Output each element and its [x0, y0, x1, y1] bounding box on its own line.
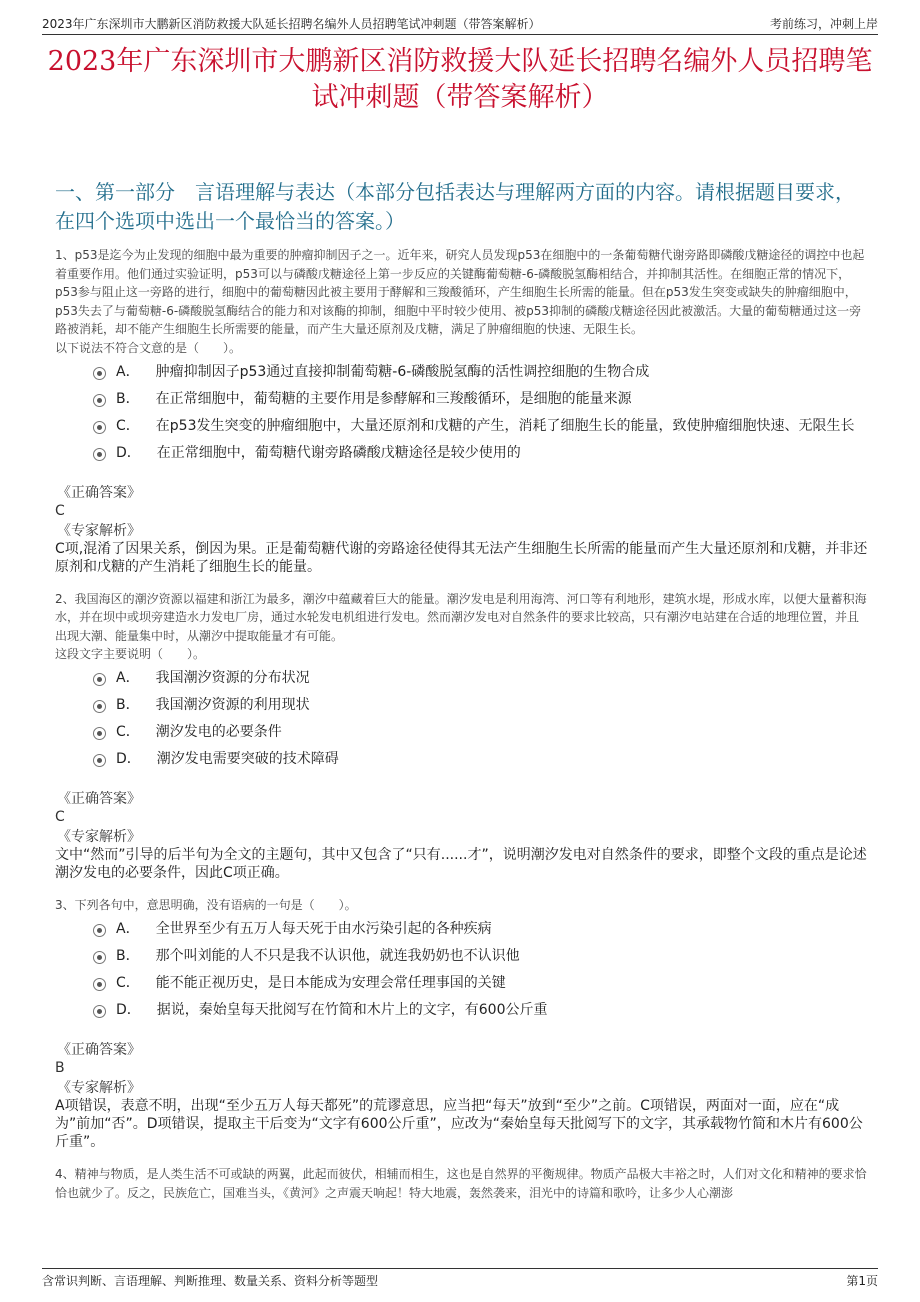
option-text: 据说，秦始皇每天批阅写在竹简和木片上的文字，有600公斤重 [156, 1002, 548, 1018]
option-d[interactable] [93, 442, 870, 464]
radio-icon[interactable] [93, 1005, 106, 1018]
question-passage: 1、p53是迄今为止发现的细胞中最为重要的肿瘤抑制因子之一。近年来，研究人员发现p53在细胞中的一条葡萄糖代谢旁路即磷酸戊糖途径的调控中也起着重要作用。他们通过实验证明，p53可以与磷酸戊糖途径上第一步反应的关键酶葡萄糖-6-磷酸脱氢酶相结合，并抑制其活性。在细胞正常的情况下，p53参与阻止这一旁路的进行，细胞中的葡萄糖因此被主要用于酵解和三羧酸循环，产生细胞生长所需的能量。但在p53发生突变或缺失的肿瘤细胞中，p53失去了与葡萄糖-6-磷酸脱氢酶结合的能力和对该酶的抑制，细胞中平时较少使用、被p53抑制的磷酸戊糖途径因此被激活。大量的葡萄糖通过这一旁路被消耗，却不能产生细胞生长所需要的能量，而产生大量还原剂及戊糖，满足了肿瘤细胞的快速、无限生长。 [55, 248, 865, 336]
question-list [55, 246, 870, 1216]
answer-value: B [55, 1060, 65, 1076]
analysis-text: 文中“然而”引导的后半句为全文的主题句，其中又包含了“只有......才”，说明潮汐发电对自然条件的要求，即整个文段的重点是论述潮汐发电的必要条件，因此C项正确。 [55, 847, 867, 881]
option-text: 全世界至少有五万人每天死于由水污染引起的各种疾病 [155, 921, 492, 937]
option-c[interactable] [93, 972, 870, 994]
option-text: 能不能正视历史，是日本能成为安理会常任理事国的关键 [155, 975, 506, 991]
option-list [93, 361, 870, 464]
radio-icon[interactable] [93, 924, 106, 937]
option-text: 那个叫刘能的人不只是我不认识他，就连我奶奶也不认识他 [155, 948, 520, 964]
radio-icon[interactable] [93, 727, 106, 740]
analysis-text: A项错误，表意不明，出现“至少五万人每天都死”的荒谬意思，应当把“每天”放到“至少”之前。C项错误，两面对一面，应在“成为”前加“否”。D项错误，提取主干后变为“文字有600公斤重”，应改为“秦始皇每天批阅写下的文字，其承载物竹简和木片有600公斤重”。 [55, 1098, 863, 1150]
answer-label: 《正确答案》 [57, 484, 141, 501]
option-letter: D． [116, 751, 141, 767]
option-a[interactable] [93, 361, 870, 383]
option-d[interactable] [93, 748, 870, 770]
radio-icon[interactable] [93, 754, 106, 767]
page-footer [42, 1268, 878, 1294]
radio-icon[interactable] [93, 700, 106, 713]
question-3 [55, 896, 870, 1151]
option-list [93, 918, 870, 1021]
question-passage: 4、精神与物质，是人类生活不可或缺的两翼，此起而彼伏，相辅而相生，这也是自然界的平衡规律。物质产品极大丰裕之时，人们对文化和精神的要求恰恰也就少了。反之，民族危亡，国难当头，《黄河》之声震天响起！特大地震，轰然袭来，泪光中的诗篇和歌吟，让多少人心潮澎 [55, 1167, 867, 1200]
answer-value: C [55, 502, 65, 519]
option-a[interactable] [93, 918, 870, 940]
option-text: 在p53发生突变的肿瘤细胞中，大量还原剂和戊糖的产生，消耗了细胞生长的能量，致使肿瘤细胞快速、无限生长 [155, 417, 855, 434]
answer-label: 《正确答案》 [57, 791, 141, 807]
question-4 [55, 1165, 870, 1202]
option-c[interactable] [93, 721, 870, 743]
answer-block [55, 1041, 870, 1151]
option-list [93, 667, 870, 770]
option-letter: C． [116, 724, 140, 740]
option-text: 肿瘤抑制因子p53通过直接抑制葡萄糖-6-磷酸脱氢酶的活性调控细胞的生物合成 [155, 363, 650, 380]
analysis-label: 《专家解析》 [57, 1080, 141, 1096]
option-letter: B． [116, 948, 140, 964]
option-a[interactable] [93, 667, 870, 689]
answer-label: 《正确答案》 [57, 1042, 141, 1058]
header-doc-title: 2023年广东深圳市大鹏新区消防救援大队延长招聘名编外人员招聘笔试冲刺题（带答案解析） [42, 17, 541, 31]
option-letter: B． [116, 697, 140, 713]
option-text: 潮汐发电需要突破的技术障碍 [156, 751, 339, 767]
analysis-label: 《专家解析》 [57, 829, 141, 845]
analysis-text: C项,混淆了因果关系，倒因为果。正是葡萄糖代谢的旁路途径使得其无法产生细胞生长所需的能量而产生大量还原剂和戊糖，并非还原剂和戊糖的产生消耗了细胞生长的能量。 [55, 540, 868, 575]
question-passage: 2、我国海区的潮汐资源以福建和浙江为最多，潮汐中蕴藏着巨大的能量。潮汐发电是利用海湾、河口等有利地形，建筑水堤，形成水库，以便大量蓄积海水，并在坝中或坝旁建造水力发电厂房，通过水轮发电机组进行发电。然而潮汐发电对自然条件的要求比较高，只有潮汐电站建在合适的地理位置，并且出现大潮、能量集中时，从潮汐中提取能量才有可能。 [55, 591, 867, 643]
section-heading: 一、第一部分 言语理解与表达（本部分包括表达与理解两方面的内容。请根据题目要求，在四个选项中选出一个最恰当的答案。） [55, 180, 855, 233]
option-text: 潮汐发电的必要条件 [155, 724, 282, 740]
page-header [42, 8, 878, 35]
footer-note: 含常识判断、言语理解、判断推理、数量关系、资料分析等题型 [42, 1274, 379, 1288]
option-b[interactable] [93, 388, 870, 410]
option-text: 我国潮汐资源的利用现状 [155, 697, 310, 713]
radio-icon[interactable] [93, 978, 106, 991]
question-1 [55, 246, 870, 576]
option-letter: B． [116, 390, 140, 407]
option-letter: A． [116, 921, 140, 937]
question-stem: 以下说法不符合文意的是（ ）。 [55, 340, 242, 355]
option-letter: C． [116, 975, 140, 991]
option-d[interactable] [93, 999, 870, 1021]
option-text: 我国潮汐资源的分布状况 [155, 670, 310, 686]
radio-icon[interactable] [93, 421, 106, 434]
option-text: 在正常细胞中，葡萄糖的主要作用是参酵解和三羧酸循环，是细胞的能量来源 [155, 390, 632, 407]
answer-block [55, 790, 870, 882]
radio-icon[interactable] [93, 367, 106, 380]
option-letter: C． [116, 417, 140, 434]
answer-block [55, 484, 870, 576]
document-title: 2023年广东深圳市大鹏新区消防救援大队延长招聘名编外人员招聘笔试冲刺题（带答案解析） [47, 46, 873, 113]
question-2 [55, 590, 870, 883]
option-b[interactable] [93, 945, 870, 967]
question-stem: 3、下列各句中，意思明确，没有语病的一句是（ ）。 [55, 898, 357, 912]
question-stem: 这段文字主要说明（ ）。 [55, 647, 206, 661]
option-b[interactable] [93, 694, 870, 716]
option-c[interactable] [93, 415, 870, 437]
option-letter: D． [116, 1002, 141, 1018]
header-slogan: 考前练习，冲刺上岸 [769, 17, 878, 31]
radio-icon[interactable] [93, 673, 106, 686]
analysis-label: 《专家解析》 [57, 522, 141, 539]
answer-value: C [55, 809, 65, 825]
option-letter: D． [116, 444, 141, 461]
option-letter: A． [116, 363, 140, 380]
radio-icon[interactable] [93, 951, 106, 964]
radio-icon[interactable] [93, 448, 106, 461]
radio-icon[interactable] [93, 394, 106, 407]
page-number: 第1页 [846, 1274, 878, 1288]
option-text: 在正常细胞中，葡萄糖代谢旁路磷酸戊糖途径是较少使用的 [156, 444, 521, 461]
option-letter: A． [116, 670, 140, 686]
